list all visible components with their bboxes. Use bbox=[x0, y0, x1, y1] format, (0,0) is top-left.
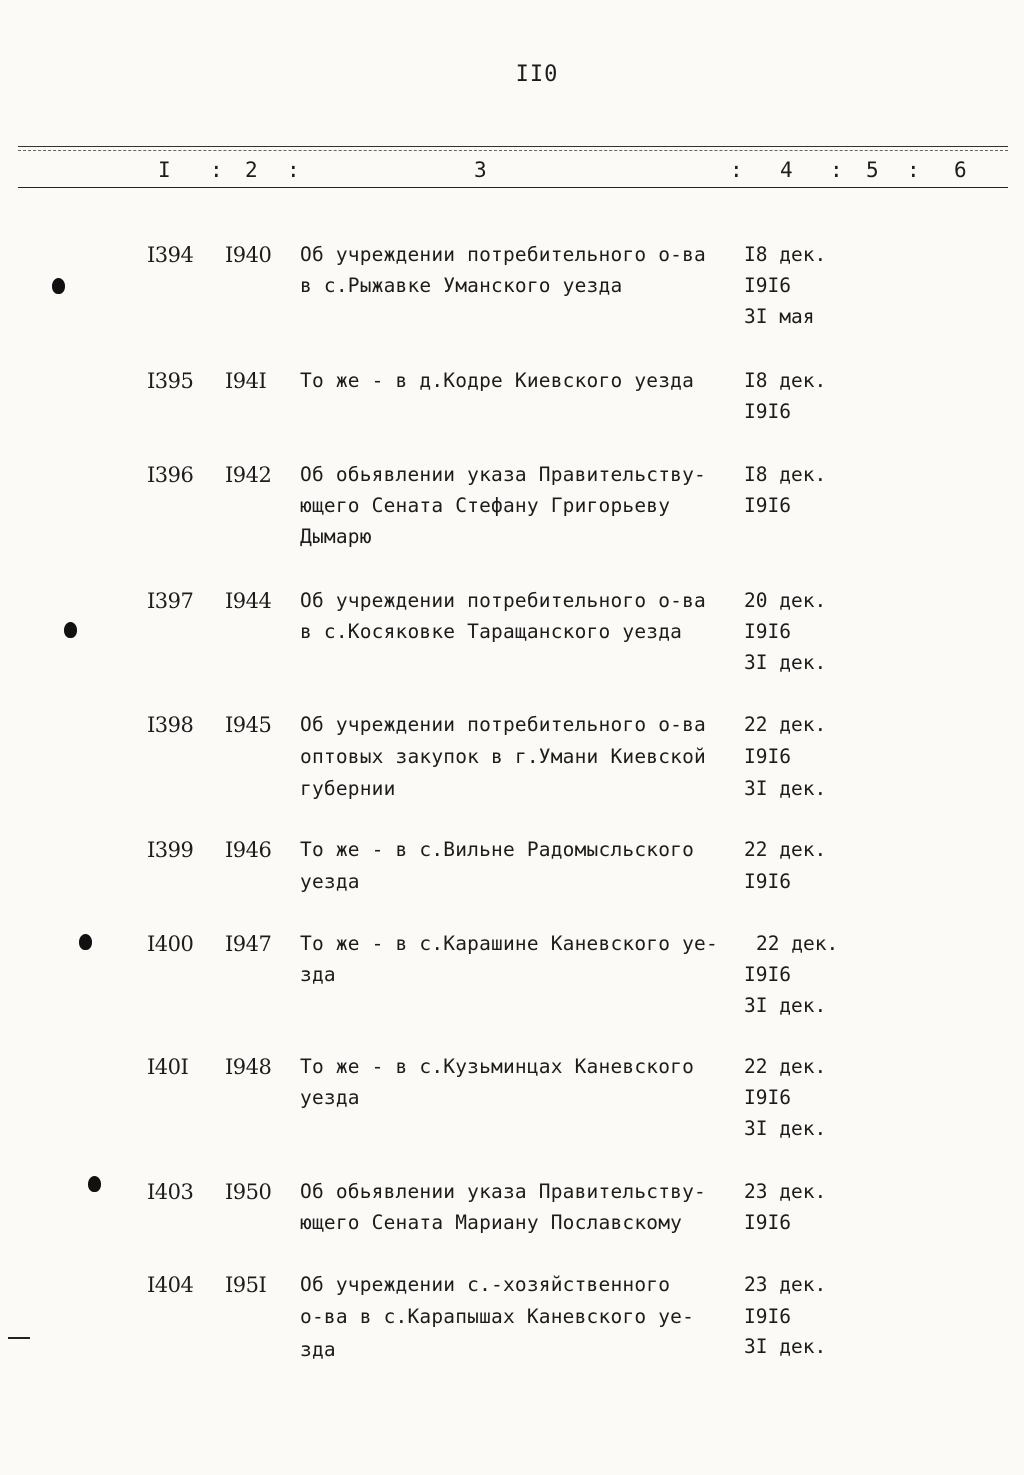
column-header-6: 6 bbox=[954, 158, 967, 182]
date-year: I9I6 bbox=[744, 1305, 791, 1328]
column-separator: : bbox=[210, 158, 223, 182]
date-year: I9I6 bbox=[744, 870, 791, 893]
title-line: зда bbox=[300, 963, 336, 986]
case-number: I950 bbox=[225, 1180, 272, 1204]
column-separator: : bbox=[730, 158, 743, 182]
column-header-2: 2 bbox=[245, 158, 258, 182]
record-number: I394 bbox=[147, 243, 194, 267]
date-start: 23 дек. bbox=[744, 1273, 827, 1296]
column-header-4: 4 bbox=[780, 158, 793, 182]
title-line: зда bbox=[300, 1338, 336, 1361]
case-number: I944 bbox=[225, 589, 272, 613]
title-line: То же - в с.Вильне Радомысльского bbox=[300, 838, 695, 861]
title-line: То же - в с.Карашине Каневского уе- bbox=[300, 932, 718, 955]
date-start: 20 дек. bbox=[744, 589, 827, 612]
title-line: губернии bbox=[300, 777, 396, 800]
column-header-3: 3 bbox=[474, 158, 487, 182]
column-separator: : bbox=[907, 158, 920, 182]
title-line: уезда bbox=[300, 1086, 360, 1109]
case-number: I946 bbox=[225, 838, 272, 862]
title-line: То же - в д.Кодре Киевского уезда bbox=[300, 369, 695, 392]
date-year: I9I6 bbox=[744, 274, 791, 297]
record-number: I404 bbox=[147, 1273, 194, 1297]
case-number: I942 bbox=[225, 463, 272, 487]
date-start: 22 дек. bbox=[744, 838, 827, 861]
title-line: о-ва в с.Карапышах Каневского уе- bbox=[300, 1305, 695, 1328]
title-line: Дымарю bbox=[300, 525, 372, 548]
record-number: I399 bbox=[147, 838, 194, 862]
title-line: Об учреждении потребительного о-ва bbox=[300, 243, 706, 266]
record-number: I398 bbox=[147, 713, 194, 737]
title-line: ющего Сената Мариану Пославскому bbox=[300, 1211, 683, 1234]
date-start: I8 дек. bbox=[744, 463, 827, 486]
punch-hole-mark bbox=[52, 278, 65, 294]
date-year: I9I6 bbox=[744, 963, 791, 986]
column-header-1: I bbox=[158, 158, 171, 182]
date-year: I9I6 bbox=[744, 400, 791, 423]
margin-dash-mark bbox=[8, 1337, 30, 1339]
title-line: Об учреждении с.-хозяйственного bbox=[300, 1273, 671, 1296]
title-line: в с.Рыжавке Уманского уезда bbox=[300, 274, 623, 297]
title-line: Об обьявлении указа Правительству- bbox=[300, 1180, 706, 1203]
case-number: I948 bbox=[225, 1055, 272, 1079]
date-start: 22 дек. bbox=[744, 713, 827, 736]
punch-hole-mark bbox=[64, 622, 77, 638]
header-top-rule bbox=[18, 146, 1008, 147]
date-end: 3I мая bbox=[744, 305, 815, 328]
date-year: I9I6 bbox=[744, 620, 791, 643]
column-header-5: 5 bbox=[866, 158, 879, 182]
date-end: 3I дек. bbox=[744, 1117, 827, 1140]
date-start: I8 дек. bbox=[744, 369, 827, 392]
record-number: I396 bbox=[147, 463, 194, 487]
title-line: ющего Сената Стефану Григорьеву bbox=[300, 494, 671, 517]
case-number: I945 bbox=[225, 713, 272, 737]
record-number: I400 bbox=[147, 932, 194, 956]
page-number: II0 bbox=[515, 62, 559, 87]
date-end: 3I дек. bbox=[744, 994, 827, 1017]
date-year: I9I6 bbox=[744, 1086, 791, 1109]
title-line: Об учреждении потребительного о-ва bbox=[300, 713, 706, 736]
header-bottom-rule bbox=[18, 187, 1008, 188]
record-number: I397 bbox=[147, 589, 194, 613]
record-number: I395 bbox=[147, 369, 194, 393]
header-top-rule-secondary bbox=[18, 150, 1008, 151]
date-start: I8 дек. bbox=[744, 243, 827, 266]
case-number: I94I bbox=[225, 369, 267, 393]
date-year: I9I6 bbox=[744, 1211, 791, 1234]
title-line: уезда bbox=[300, 870, 360, 893]
date-start: 23 дек. bbox=[744, 1180, 827, 1203]
title-line: Об обьявлении указа Правительству- bbox=[300, 463, 706, 486]
date-start: 22 дек. bbox=[756, 932, 839, 955]
date-start: 22 дек. bbox=[744, 1055, 827, 1078]
date-end: 3I дек. bbox=[744, 651, 827, 674]
title-line: Об учреждении потребительного о-ва bbox=[300, 589, 706, 612]
title-line: в с.Косяковке Таращанского уезда bbox=[300, 620, 683, 643]
case-number: I947 bbox=[225, 932, 272, 956]
date-year: I9I6 bbox=[744, 494, 791, 517]
case-number: I95I bbox=[225, 1273, 267, 1297]
column-separator: : bbox=[830, 158, 843, 182]
date-year: I9I6 bbox=[744, 745, 791, 768]
record-number: I40I bbox=[147, 1055, 189, 1079]
punch-hole-mark bbox=[88, 1176, 101, 1192]
date-end: 3I дек. bbox=[744, 777, 827, 800]
date-end: 3I дек. bbox=[744, 1335, 827, 1358]
case-number: I940 bbox=[225, 243, 272, 267]
record-number: I403 bbox=[147, 1180, 194, 1204]
column-separator: : bbox=[287, 158, 300, 182]
title-line: То же - в с.Кузьминцах Каневского bbox=[300, 1055, 695, 1078]
title-line: оптовых закупок в г.Умани Киевской bbox=[300, 745, 706, 768]
punch-hole-mark bbox=[79, 934, 92, 950]
